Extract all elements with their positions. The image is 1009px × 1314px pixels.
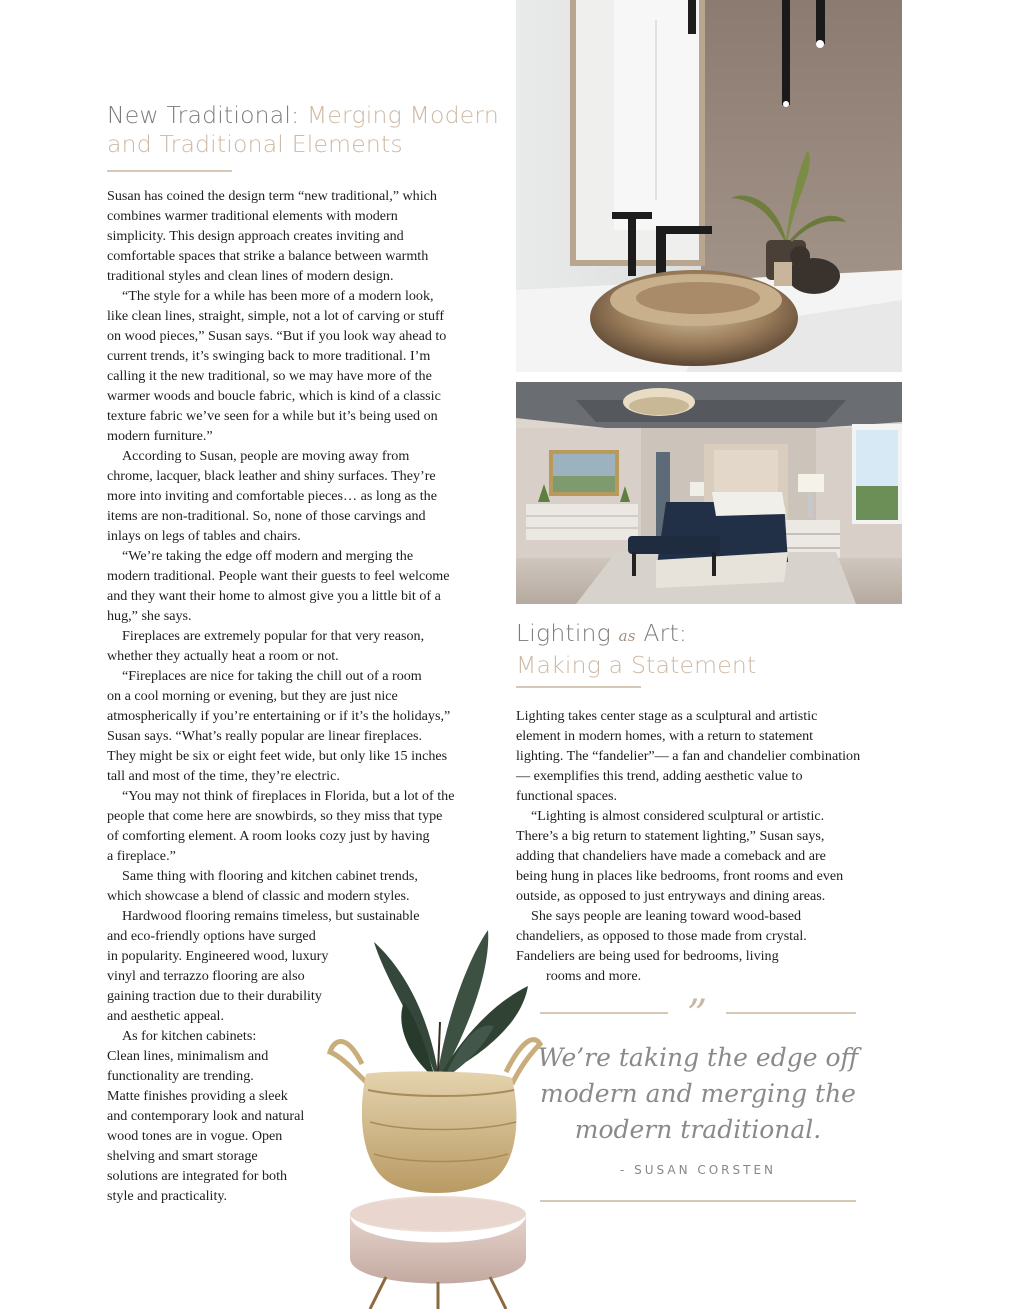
section-2-title-rule xyxy=(516,686,641,688)
title-part-art: Art: xyxy=(635,619,688,647)
body-line: simplicity. This design approach creates inviting and xyxy=(107,228,404,244)
body-line: There’s a big return to statement lighting,” Susan says, xyxy=(516,828,825,844)
body-line: She says people are leaning toward wood-based xyxy=(531,908,802,924)
body-line: comfortable spaces that strike a balance between warmth xyxy=(107,248,429,264)
body-line: being hung in places like bedrooms, front rooms and even xyxy=(516,868,844,884)
pullquote-top-rule-right xyxy=(726,1012,856,1014)
body-line: — exemplifies this trend, adding aesthetic value to xyxy=(516,768,803,784)
body-line: Susan has coined the design term “new traditional,” which xyxy=(107,188,437,204)
body-line: like clean lines, straight, simple, not a lot of carving or stuff xyxy=(107,308,445,324)
body-line: solutions are integrated for both xyxy=(107,1168,288,1184)
body-line: gaining traction due to their durability xyxy=(107,988,322,1004)
body-line: adding that chandeliers have made a comeback and are xyxy=(516,848,826,864)
body-line: vinyl and terrazzo flooring are also xyxy=(107,968,305,984)
body-line: They might be six or eight feet wide, but only like 15 inches xyxy=(107,748,448,764)
body-line: element in modern homes, with a return to statement xyxy=(516,728,814,744)
pullquote-attribution: - SUSAN CORSTEN xyxy=(619,1163,777,1177)
pullquote-bottom-rule xyxy=(540,1200,856,1202)
body-line: Fireplaces are extremely popular for that very reason, xyxy=(122,628,425,644)
body-line: items are non-traditional. So, none of those carvings and xyxy=(107,508,426,524)
body-line: “The style for a while has been more of a modern look, xyxy=(122,288,434,304)
title-part-merging-modern: Merging Modern xyxy=(299,101,499,129)
body-line: and aesthetic appeal. xyxy=(107,1008,224,1024)
body-line: Hardwood flooring remains timeless, but sustainable xyxy=(122,908,420,924)
body-line: modern traditional. People want their guests to feel welcome xyxy=(107,568,450,584)
pullquote-text: We’re taking the edge off modern and merging the modern traditional. xyxy=(537,1043,859,1144)
title-part-making-statement: Making a Statement xyxy=(516,651,757,679)
title-part-traditional-elements: and Traditional Elements xyxy=(107,130,403,158)
body-line: shelving and smart storage xyxy=(107,1148,258,1164)
body-line: people that come here are snowbirds, so they miss that type xyxy=(107,808,443,824)
title-part-new-traditional: New Traditional: xyxy=(107,101,300,129)
body-line: on wood pieces,” Susan says. “But if you look way ahead to xyxy=(107,328,447,344)
body-line: lighting. The “fandelier”— a fan and chandelier combination xyxy=(516,748,861,764)
body-line: “You may not think of fireplaces in Florida, but a lot of the xyxy=(122,788,455,804)
body-line: functionality are trending. xyxy=(107,1068,254,1084)
bedroom-illustration xyxy=(516,382,902,604)
body-line: traditional styles and clean lines of modern design. xyxy=(107,268,394,284)
body-line: As for kitchen cabinets: xyxy=(122,1028,257,1044)
body-line: combines warmer traditional elements with modern xyxy=(107,208,398,224)
title-part-as: as xyxy=(618,627,636,645)
body-line: warmer woods and boucle fabric, which is kind of a classic xyxy=(107,388,441,404)
body-line: Fandeliers are being used for bedrooms, living xyxy=(516,948,779,964)
body-line: chrome, lacquer, black leather and shiny surfaces. They’re xyxy=(107,468,436,484)
body-line: calling it the new traditional, so we may have more of the xyxy=(107,368,432,384)
body-line: and they want their home to almost give you a little bit of a xyxy=(107,588,441,604)
article-body-right xyxy=(516,706,902,986)
body-line: “We’re taking the edge off modern and merging the xyxy=(122,548,414,564)
title-part-lighting: Lighting xyxy=(516,619,619,647)
pullquote-top-rule-left xyxy=(540,1012,668,1014)
body-line: in popularity. Engineered wood, luxury xyxy=(107,948,329,964)
body-line: Susan says. “What’s really popular are linear fireplaces. xyxy=(107,728,423,744)
section-title-new-traditional xyxy=(107,101,507,159)
body-line: texture fabric we’ve seen for a while but it’s being used on xyxy=(107,408,438,424)
body-line: Matte finishes providing a sleek xyxy=(107,1088,288,1104)
body-line: on a cool morning or evening, but they are just nice xyxy=(107,688,398,704)
body-line: “Fireplaces are nice for taking the chill out of a room xyxy=(122,668,422,684)
quote-mark-icon: ” xyxy=(686,992,708,1038)
body-line: Same thing with flooring and kitchen cabinet trends, xyxy=(122,868,418,884)
body-line: of comforting element. A room looks cozy just by having xyxy=(107,828,430,844)
bathroom-vanity-photo xyxy=(516,0,902,372)
basket-plant-stool-image xyxy=(326,922,544,1309)
body-line: and contemporary look and natural xyxy=(107,1108,305,1124)
body-line: hug,” she says. xyxy=(107,608,192,624)
body-line: and eco-friendly options have surged xyxy=(107,928,316,944)
body-line: Clean lines, minimalism and xyxy=(107,1048,269,1064)
body-line: Lighting takes center stage as a sculptural and artistic xyxy=(516,708,818,724)
body-line: chandeliers, as opposed to those made from crystal. xyxy=(516,928,807,944)
body-line: atmospherically if you’re entertaining or if it’s the holidays,” xyxy=(107,708,451,724)
body-line: tall and most of the time, they’re electric. xyxy=(107,768,340,784)
body-line: which showcase a blend of classic and modern styles. xyxy=(107,888,410,904)
body-line: wood tones are in vogue. Open xyxy=(107,1128,283,1144)
body-line: current trends, it’s swinging back to more traditional. I’m xyxy=(107,348,431,364)
section-title-lighting-as-art xyxy=(516,619,896,680)
body-line: inlays on legs of tables and chairs. xyxy=(107,528,301,544)
bathroom-vanity-illustration xyxy=(516,0,902,372)
body-line: “Lighting is almost considered sculptural or artistic. xyxy=(531,808,825,824)
body-line: rooms and more. xyxy=(546,968,642,984)
body-line: style and practicality. xyxy=(107,1188,228,1204)
body-line: a fireplace.” xyxy=(107,848,176,864)
section-title-rule xyxy=(107,170,232,172)
body-line: more into inviting and comfortable pieces… as long as the xyxy=(107,488,437,504)
body-line: outside, as opposed to just entryways and dining areas. xyxy=(516,888,826,904)
body-line: whether they actually heat a room or not. xyxy=(107,648,339,664)
body-line: modern furniture.” xyxy=(107,428,213,444)
basket-plant-illustration xyxy=(326,922,544,1309)
bedroom-photo xyxy=(516,382,902,604)
body-line: According to Susan, people are moving away from xyxy=(122,448,410,464)
body-line: functional spaces. xyxy=(516,788,617,804)
